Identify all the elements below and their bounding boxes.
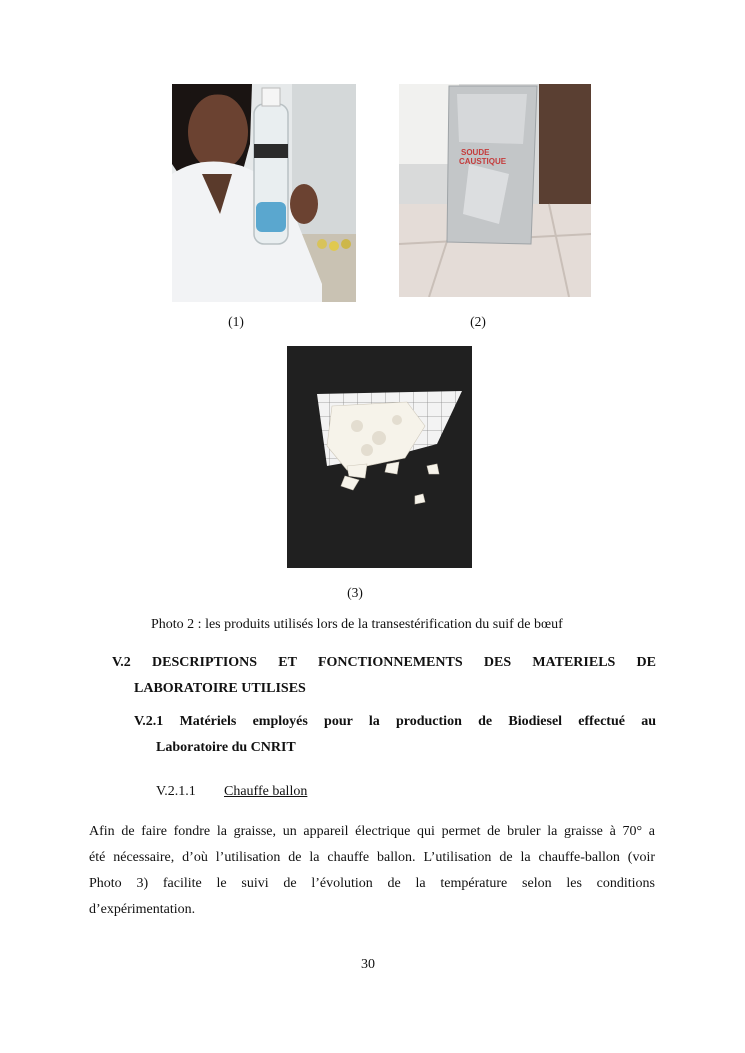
photo-3 <box>287 346 472 568</box>
photo-1-illustration <box>172 84 356 302</box>
photo-2-caption: (2) <box>470 314 486 329</box>
photo-2-illustration <box>399 84 591 297</box>
photo-3-illustration <box>287 346 472 568</box>
photo-1-caption: (1) <box>228 314 244 329</box>
photo-3-caption: (3) <box>347 585 363 600</box>
paragraph-line-1: Afin de faire fondre la graisse, un appareil électrique qui permet de bruler la graisse à 70° a <box>89 824 655 839</box>
bag-label-line2: CAUSTIQUE <box>459 157 507 166</box>
paragraph-line-4: d’expérimentation. <box>89 902 196 917</box>
subsubsection-title: Chauffe ballon <box>224 784 308 799</box>
paragraph-line-3: Photo 3) facilite le suivi de l’évolution de la température selon les conditions <box>89 876 655 891</box>
paragraph-line-2: été nécessaire, d’où l’utilisation de la chauffe ballon. L’utilisation de la chauffe-ballon (voir <box>89 850 655 865</box>
section-heading-line2: LABORATOIRE UTILISES <box>134 681 306 696</box>
bag-label-line1: SOUDE <box>461 148 490 157</box>
photo-2 <box>399 84 591 297</box>
section-heading-line1: V.2 DESCRIPTIONS ET FONCTIONNEMENTS DES MATERIELS DE <box>112 655 656 670</box>
subsubsection-number: V.2.1.1 <box>156 784 196 799</box>
figure-caption: Photo 2 : les produits utilisés lors de la transestérification du suif de bœuf <box>151 617 563 632</box>
subsection-heading-line1: V.2.1 Matériels employés pour la production de Biodiesel effectué au <box>134 714 656 729</box>
photo-1 <box>172 84 356 302</box>
page-number: 30 <box>361 957 375 972</box>
subsection-heading-line2: Laboratoire du CNRIT <box>156 740 296 755</box>
